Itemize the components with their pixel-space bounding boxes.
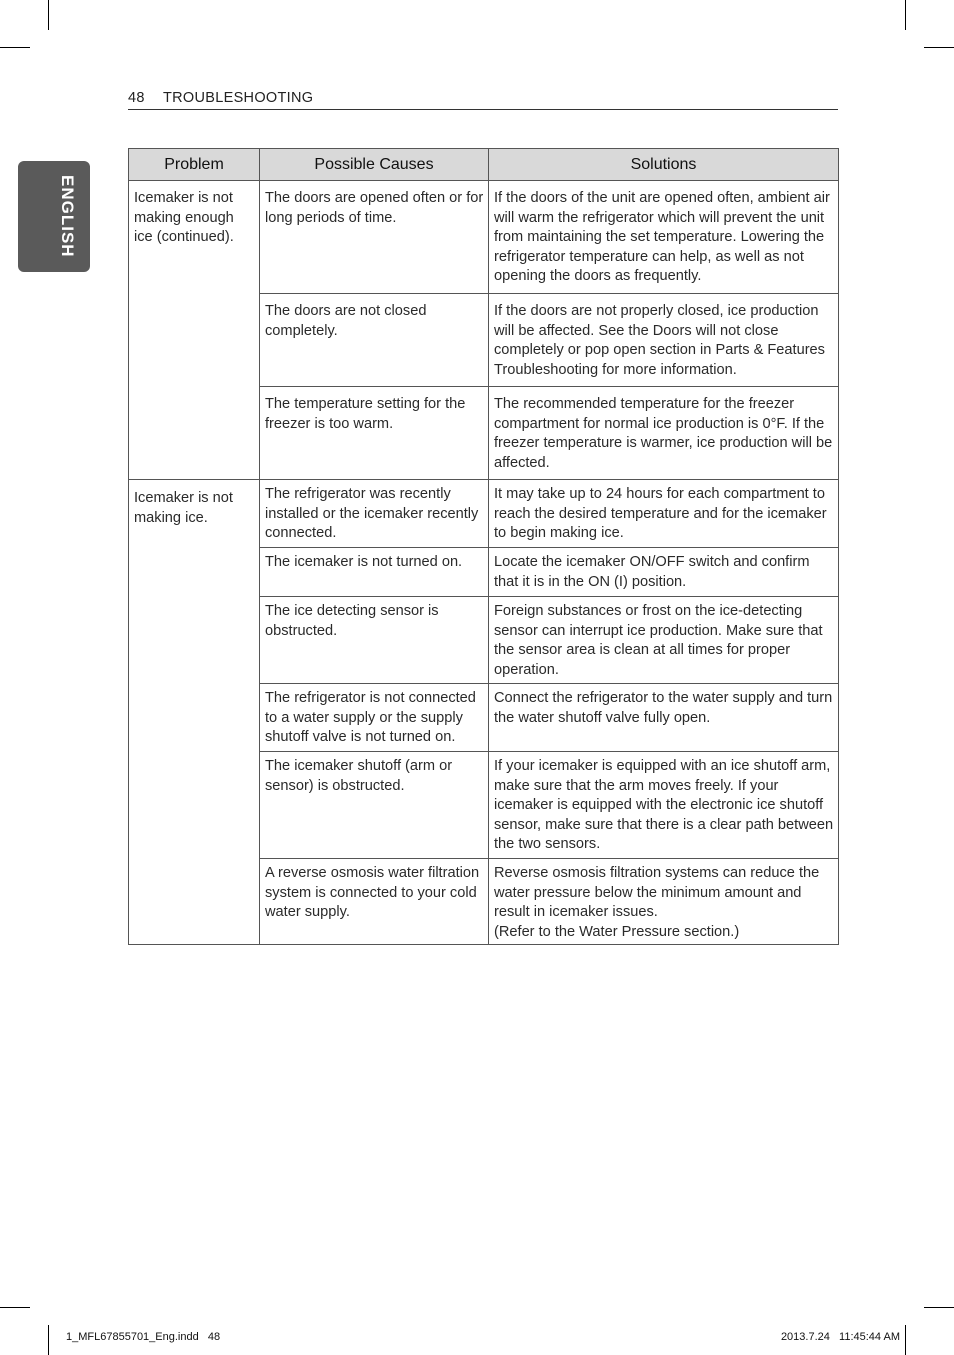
solution-cell: The recommended temperature for the freezer compartment for normal ice production is 0°F. If the freezer temperature is warmer, ice production will be affected. bbox=[489, 387, 839, 480]
page-header bbox=[128, 90, 838, 110]
cause-cell: The doors are opened often or for long periods of time. bbox=[260, 181, 489, 294]
footer-timestamp: 2013.7.24 11:45:44 AM bbox=[780, 1331, 900, 1343]
solution-cell: Reverse osmosis filtration systems can reduce the water pressure below the minimum amount and result in icemaker issues. (Refer to the Water Pressure section.) bbox=[489, 859, 839, 945]
cause-cell: The icemaker shutoff (arm or sensor) is obstructed. bbox=[260, 752, 489, 859]
solution-cell: Connect the refrigerator to the water supply and turn the water shutoff valve fully open. bbox=[489, 684, 839, 752]
table-header-row bbox=[129, 149, 839, 181]
crop-mark bbox=[905, 1325, 906, 1355]
cause-cell: The refrigerator was recently installed or the icemaker recently connected. bbox=[260, 480, 489, 548]
column-header-causes: Possible Causes bbox=[260, 149, 489, 181]
solution-cell: If your icemaker is equipped with an ice shutoff arm, make sure that the arm moves freely. If your icemaker is equipped with the electronic ice shutoff sensor, make sure that there is a clear path between the two sensors. bbox=[489, 752, 839, 859]
section-title: TROUBLESHOOTING bbox=[163, 90, 314, 106]
solution-cell: If the doors of the unit are opened often, ambient air will warm the refrigerator which will prevent the unit from maintaining the set temperature. Lowering the refrigerator temperature can help, as well as not opening the doors as frequently. bbox=[489, 181, 839, 294]
solution-cell: Locate the icemaker ON/OFF switch and confirm that it is in the ON (I) position. bbox=[489, 548, 839, 597]
crop-mark bbox=[905, 0, 906, 30]
solution-cell: It may take up to 24 hours for each compartment to reach the desired temperature and for the icemaker to begin making ice. bbox=[489, 480, 839, 548]
cause-cell: The doors are not closed completely. bbox=[260, 294, 489, 387]
solution-cell: Foreign substances or frost on the ice-detecting sensor can interrupt ice production. Make sure that the sensor area is clean at all times for proper operation. bbox=[489, 597, 839, 684]
problem-cell: Icemaker is not making ice. bbox=[129, 480, 260, 945]
crop-mark bbox=[924, 47, 954, 48]
crop-mark bbox=[0, 47, 30, 48]
crop-mark bbox=[48, 0, 49, 30]
crop-mark bbox=[0, 1307, 30, 1308]
cause-cell: The temperature setting for the freezer is too warm. bbox=[260, 387, 489, 480]
page-number: 48 bbox=[128, 90, 145, 106]
cause-cell: A reverse osmosis water filtration system is connected to your cold water supply. bbox=[260, 859, 489, 945]
language-tab bbox=[18, 161, 90, 272]
troubleshooting-table bbox=[128, 148, 839, 945]
table-row bbox=[129, 181, 839, 294]
table-row bbox=[129, 480, 839, 548]
column-header-solutions: Solutions bbox=[489, 149, 839, 181]
language-tab-label: ENGLISH bbox=[58, 175, 77, 258]
solution-cell: If the doors are not properly closed, ice production will be affected. See the Doors will not close completely or pop open section in Parts & Features Troubleshooting for more information. bbox=[489, 294, 839, 387]
crop-mark bbox=[48, 1325, 49, 1355]
crop-mark bbox=[924, 1307, 954, 1308]
cause-cell: The icemaker is not turned on. bbox=[260, 548, 489, 597]
column-header-problem: Problem bbox=[129, 149, 260, 181]
cause-cell: The refrigerator is not connected to a water supply or the supply shutoff valve is not turned on. bbox=[260, 684, 489, 752]
footer-filename: 1_MFL67855701_Eng.indd 48 bbox=[66, 1331, 221, 1343]
cause-cell: The ice detecting sensor is obstructed. bbox=[260, 597, 489, 684]
problem-cell: Icemaker is not making enough ice (continued). bbox=[129, 181, 260, 480]
